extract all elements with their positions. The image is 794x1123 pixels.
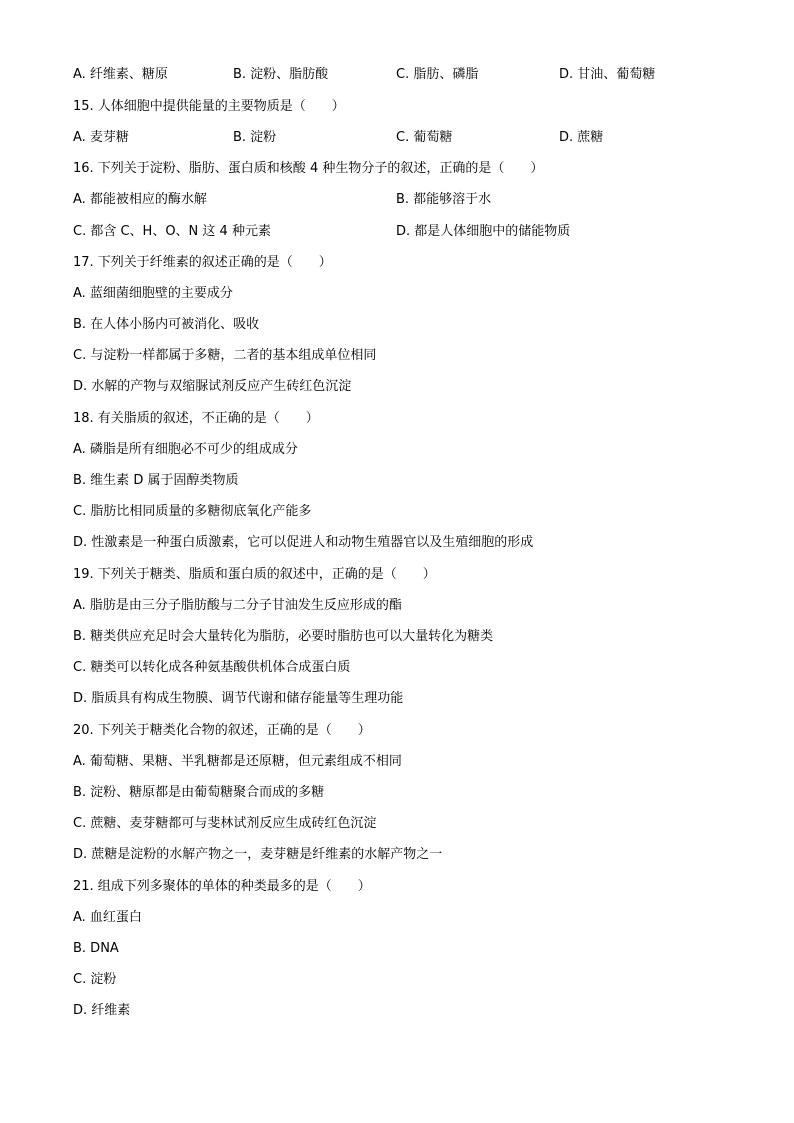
- q21-option-a: A. 血红蛋白: [73, 910, 142, 925]
- q19-option-c: C. 糖类可以转化成各种氨基酸供机体合成蛋白质: [73, 660, 351, 675]
- q16-option-d: D. 都是人体细胞中的储能物质: [396, 224, 571, 239]
- q21-option-d: D. 纤维素: [73, 1003, 131, 1018]
- q14-option-d: D. 甘油、葡萄糖: [559, 67, 656, 82]
- q16-option-a: A. 都能被相应的酶水解: [73, 192, 207, 207]
- q15-stem: 15. 人体细胞中提供能量的主要物质是（ ）: [73, 99, 345, 114]
- q16-option-c: C. 都含 C、H、O、N 这 4 种元素: [73, 224, 271, 239]
- q14-option-c: C. 脂肪、磷脂: [396, 67, 479, 82]
- q18-option-b: B. 维生素 D 属于固醇类物质: [73, 473, 239, 488]
- q19-option-b: B. 糖类供应充足时会大量转化为脂肪，必要时脂肪也可以大量转化为糖类: [73, 629, 494, 644]
- q18-stem: 18. 有关脂质的叙述，不正确的是（ ）: [73, 411, 319, 426]
- q14-option-a: A. 纤维素、糖原: [73, 67, 168, 82]
- q17-stem: 17. 下列关于纤维素的叙述正确的是（ ）: [73, 255, 332, 270]
- q18-option-a: A. 磷脂是所有细胞必不可少的组成成分: [73, 442, 298, 457]
- q15-option-c: C. 葡萄糖: [396, 130, 453, 145]
- q21-option-c: C. 淀粉: [73, 972, 117, 987]
- q20-stem: 20. 下列关于糖类化合物的叙述，正确的是（ ）: [73, 723, 371, 738]
- q21-option-b: B. DNA: [73, 941, 119, 956]
- q14-option-b: B. 淀粉、脂肪酸: [233, 67, 329, 82]
- q21-stem: 21. 组成下列多聚体的单体的种类最多的是（ ）: [73, 879, 371, 894]
- q18-option-c: C. 脂肪比相同质量的多糖彻底氧化产能多: [73, 504, 312, 519]
- q19-stem: 19. 下列关于糖类、脂质和蛋白质的叙述中，正确的是（ ）: [73, 567, 436, 582]
- q15-option-a: A. 麦芽糖: [73, 130, 129, 145]
- q16-stem: 16. 下列关于淀粉、脂肪、蛋白质和核酸 4 种生物分子的叙述，正确的是（ ）: [73, 161, 544, 176]
- q19-option-a: A. 脂肪是由三分子脂肪酸与二分子甘油发生反应形成的酯: [73, 598, 402, 613]
- q20-option-d: D. 蔗糖是淀粉的水解产物之一，麦芽糖是纤维素的水解产物之一: [73, 847, 443, 862]
- q17-option-a: A. 蓝细菌细胞壁的主要成分: [73, 286, 233, 301]
- q17-option-c: C. 与淀粉一样都属于多糖，二者的基本组成单位相同: [73, 348, 377, 363]
- q18-option-d: D. 性激素是一种蛋白质激素，它可以促进人和动物生殖器官以及生殖细胞的形成: [73, 535, 534, 550]
- q16-option-b: B. 都能够溶于水: [396, 192, 492, 207]
- q20-option-b: B. 淀粉、糖原都是由葡萄糖聚合而成的多糖: [73, 785, 325, 800]
- q15-option-d: D. 蔗糖: [559, 130, 604, 145]
- q15-option-b: B. 淀粉: [233, 130, 277, 145]
- q20-option-c: C. 蔗糖、麦芽糖都可与斐林试剂反应生成砖红色沉淀: [73, 816, 377, 831]
- q17-option-b: B. 在人体小肠内可被消化、吸收: [73, 317, 260, 332]
- q20-option-a: A. 葡萄糖、果糖、半乳糖都是还原糖，但元素组成不相同: [73, 754, 402, 769]
- q17-option-d: D. 水解的产物与双缩脲试剂反应产生砖红色沉淀: [73, 379, 352, 394]
- q19-option-d: D. 脂质具有构成生物膜、调节代谢和储存能量等生理功能: [73, 691, 404, 706]
